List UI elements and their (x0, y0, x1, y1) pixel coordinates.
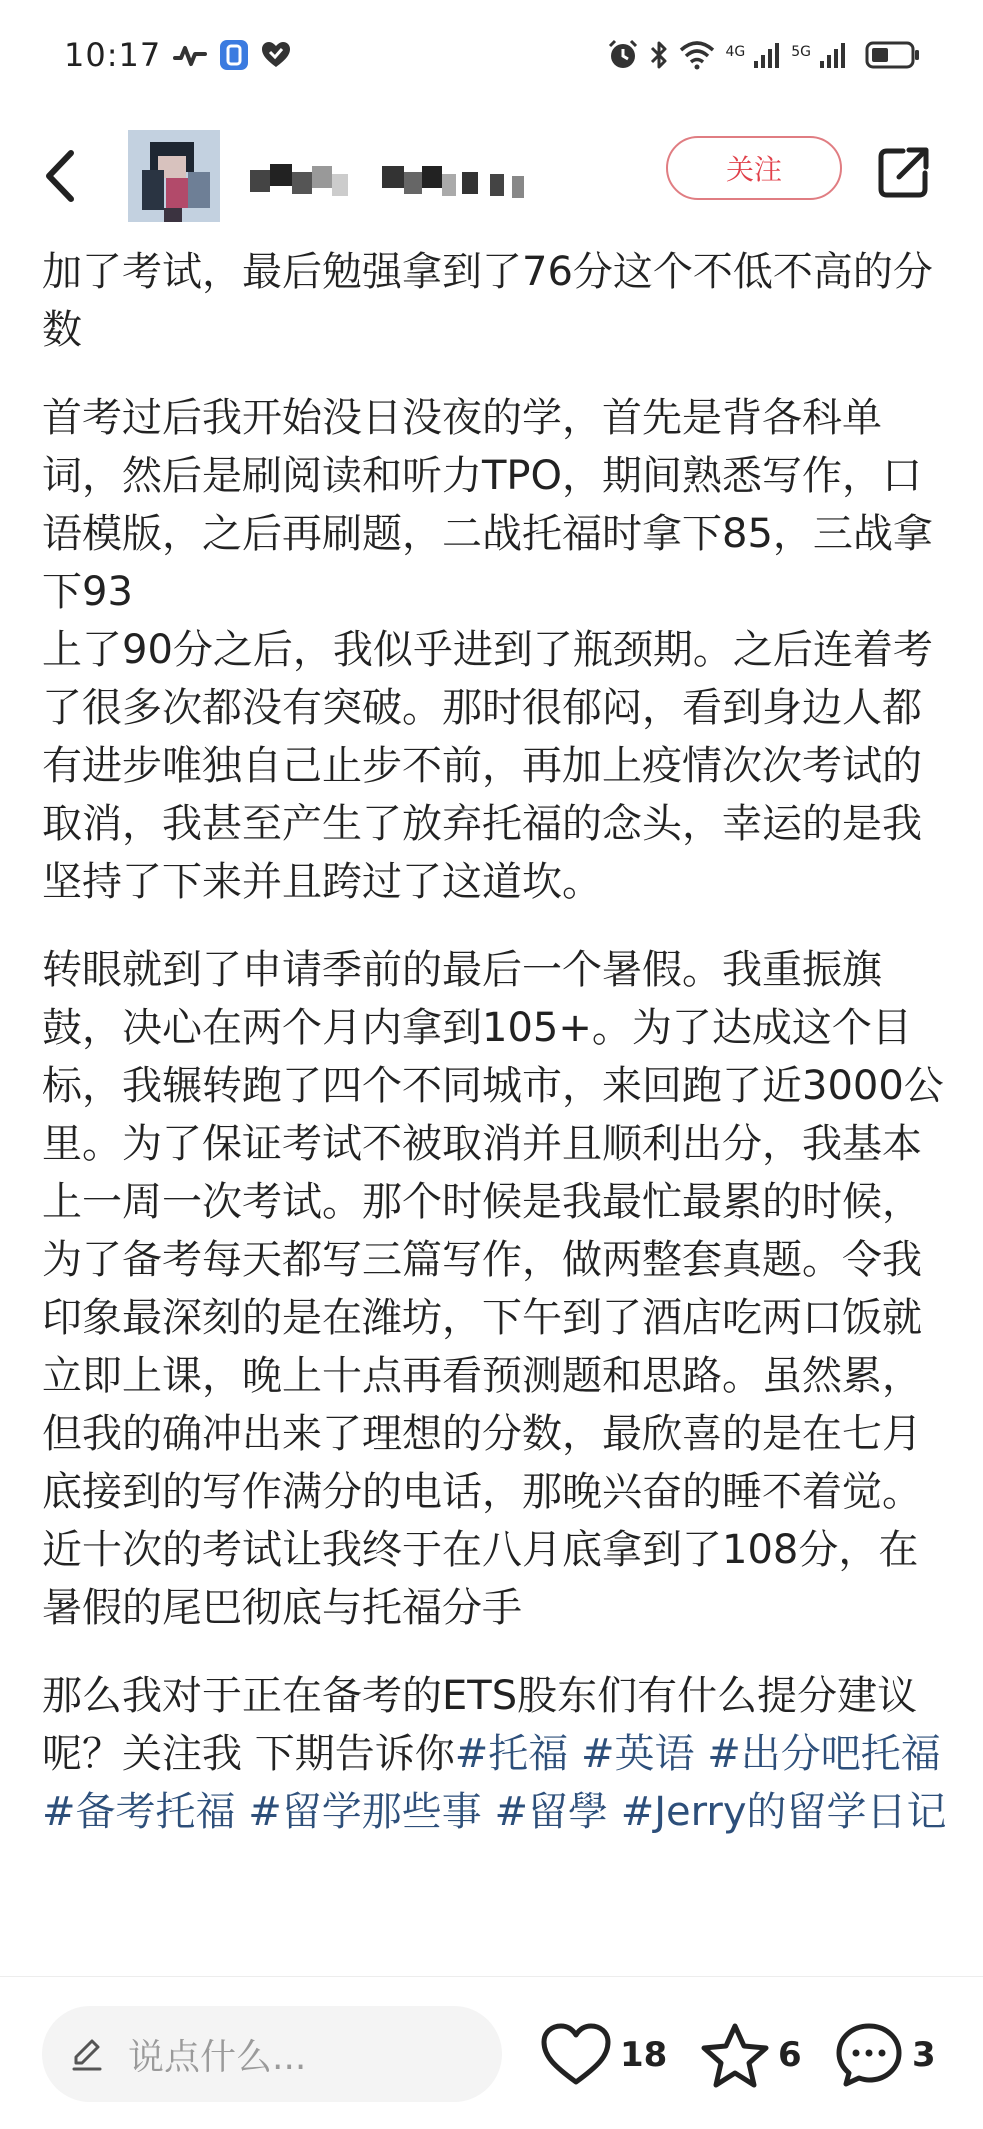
share-button[interactable] (876, 144, 932, 200)
follow-button[interactable]: 关注 (666, 136, 842, 200)
like-count: 18 (620, 2035, 668, 2075)
like-button[interactable] (540, 2012, 667, 2098)
signal-icon (753, 41, 781, 69)
network-label-2: 5G (791, 44, 811, 60)
alarm-icon (607, 39, 639, 71)
heart-shield-icon (261, 41, 291, 69)
pen-icon (68, 2035, 106, 2073)
star-icon (700, 2021, 770, 2089)
status-left (64, 36, 291, 74)
status-bar (0, 0, 983, 110)
favorite-button[interactable] (700, 2012, 802, 2098)
post-header (0, 110, 983, 240)
comment-button[interactable] (834, 2012, 936, 2098)
hashtag-link[interactable]: #备考托福 (42, 1789, 236, 1835)
post-paragraph: 转眼就到了申请季前的最后一个暑假。我重振旗鼓，决心在两个月内拿到105+。为了达成这个目标，我辗转跑了四个不同城市，来回跑了近3000公里。为了保证考试不被取消并且顺利出分，我基本上一周一次考试。那个时候是我最忙最累的时候，为了备考每天都写三篇写作，做两整套真题。令我印象最深刻的是在潍坊，下午到了酒店吃两口饭就立即上课，晚上十点再看预测题和思路。虽然累，但我的确冲出来了理想的分数，最欣喜的是在七月底接到的写作满分的电话，那晚兴奋的睡不着觉。近十次的考试让我终于在八月底拿到了108分，在暑假的尾巴彻底与托福分手 (42, 947, 944, 1631)
hashtag-link[interactable]: #留学那些事 (248, 1789, 482, 1835)
hashtag-link[interactable]: #出分吧托福 (707, 1731, 941, 1777)
favorite-count: 6 (778, 2035, 802, 2075)
status-time: 10:17 (64, 36, 162, 74)
post-paragraph: 加了考试，最后勉强拿到了76分这个不低不高的分数 (42, 249, 933, 353)
hashtag-link[interactable]: #英语 (580, 1731, 695, 1777)
network-label-1: 4G (725, 44, 746, 60)
post-closing-text: 那么我对于正在备考的ETS股东们有什么提分建议呢？关注我 下期告诉你 (42, 1673, 918, 1777)
post-paragraph: 上了90分之后，我似乎进到了瓶颈期。之后连着考了很多次都没有突破。那时很郁闷，看到身边人都有进步唯独自己止步不前，再加上疫情次次考试的取消，我甚至产生了放弃托福的念头，幸运的是我坚持了下来并且跨过了这道坎。 (42, 627, 933, 905)
comment-count: 3 (912, 2035, 936, 2075)
post-content (42, 243, 947, 1871)
signal-icon (819, 41, 847, 69)
status-right (607, 39, 921, 71)
bluetooth-icon (649, 39, 669, 71)
post-closing-paragraph (42, 1667, 947, 1841)
post-paragraph: 首考过后我开始没日没夜的学，首先是背各科单词，然后是刷阅读和听力TPO，期间熟悉写作，口语模版，之后再刷题，二战托福时拿下85，三战拿下93 (42, 395, 933, 615)
app-badge-icon (219, 39, 249, 71)
share-icon (877, 145, 931, 199)
bottom-action-bar (0, 1978, 983, 2129)
hashtag-link[interactable]: #托福 (454, 1731, 569, 1777)
back-button[interactable] (40, 148, 80, 204)
chevron-left-icon (43, 149, 77, 203)
comment-placeholder: 说点什么... (128, 2036, 307, 2078)
username-blurred[interactable] (250, 162, 550, 196)
heartbeat-icon (173, 42, 207, 68)
wifi-icon (679, 40, 715, 70)
heart-icon (540, 2022, 612, 2088)
hashtag-link[interactable]: #Jerry的留学日记 (620, 1789, 947, 1835)
comment-input[interactable] (42, 2006, 502, 2102)
battery-icon (865, 40, 921, 70)
chat-bubble-icon (834, 2021, 904, 2089)
avatar[interactable] (128, 130, 220, 222)
bottom-divider (0, 1976, 983, 1977)
hashtag-link[interactable]: #留學 (494, 1789, 608, 1835)
